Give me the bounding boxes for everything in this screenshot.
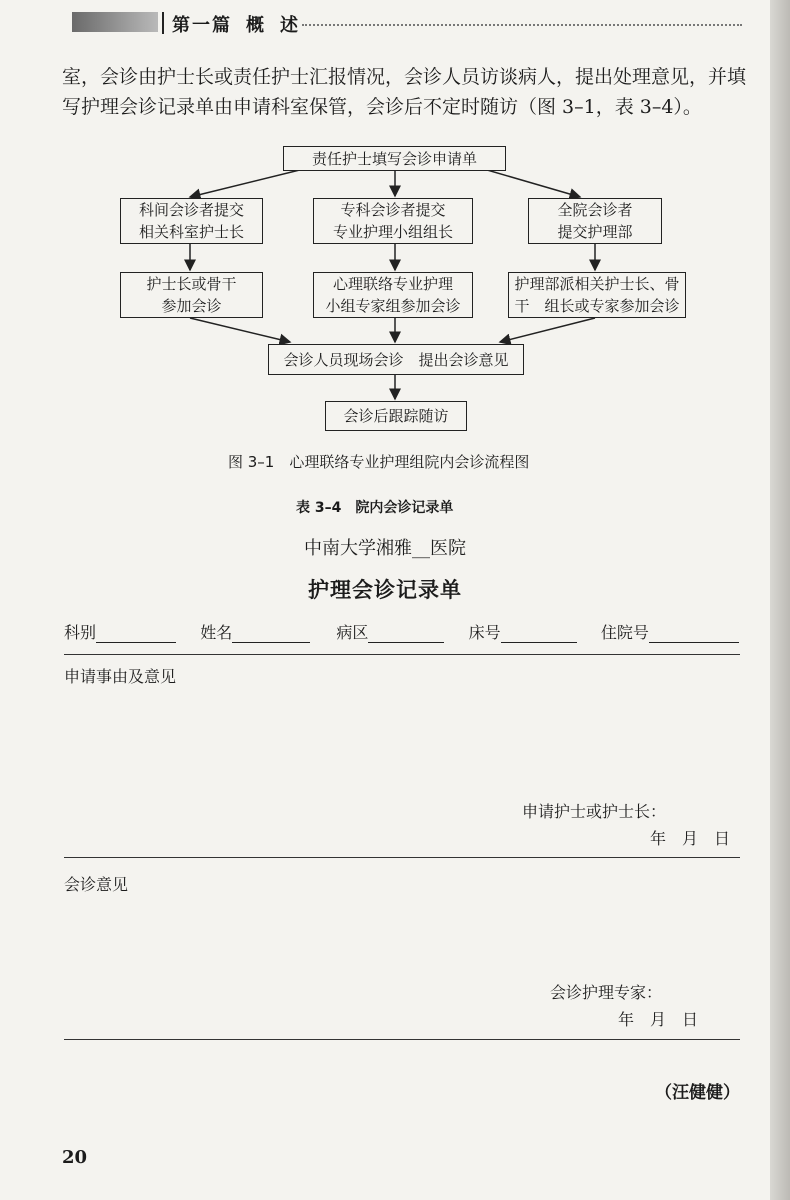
field-ward-blank xyxy=(368,626,444,643)
form-rule-2 xyxy=(64,857,740,858)
flow-box-onsite-consult: 会诊人员现场会诊 提出会诊意见 xyxy=(268,344,524,375)
paragraph-line-1: 室，会诊由护士长或责任护士汇报情况，会诊人员访谈病人，提出处理意见，并填 xyxy=(62,66,747,88)
flow-box-hospital-wide: 全院会诊者 提交护理部 xyxy=(528,198,662,244)
patient-fields-row xyxy=(64,620,744,643)
request-reason-label: 申请事由及意见 xyxy=(64,667,177,686)
hospital-name: 中南大学湘雅__医院 xyxy=(304,538,466,559)
flow-box-follow-up: 会诊后跟踪随访 xyxy=(325,401,467,431)
expert-signature-label: 会诊护理专家： xyxy=(550,983,663,1002)
flow-box-interdept: 科间会诊者提交 相关科室护士长 xyxy=(120,198,263,244)
field-name-blank xyxy=(232,626,310,643)
field-bed-label: 床号 xyxy=(468,623,501,642)
field-bed-blank xyxy=(501,626,577,643)
header-title: 概 xyxy=(246,15,266,36)
page-edge-shadow xyxy=(770,0,790,1200)
request-date: 年 月 日 xyxy=(650,829,731,848)
table-caption: 表 3–4 院内会诊记录单 xyxy=(296,500,454,516)
form-rule-1 xyxy=(64,654,740,655)
field-dept-label: 科别 xyxy=(64,623,97,642)
consult-opinion-label: 会诊意见 xyxy=(64,875,129,894)
header-title-2: 述 xyxy=(280,15,300,36)
form-rule-3 xyxy=(64,1039,740,1040)
flow-box-nursing-dept: 护理部派相关护士长、骨 干 组长或专家参加会诊 xyxy=(508,272,686,318)
field-dept-blank xyxy=(96,626,176,643)
applicant-signature-label: 申请护士或护士长： xyxy=(522,802,667,821)
figure-caption: 图 3–1 心理联络专业护理组院内会诊流程图 xyxy=(228,453,530,471)
flow-box-specialty: 专科会诊者提交 专业护理小组组长 xyxy=(313,198,473,244)
flow-box-expert-group: 心理联络专业护理 小组专家组参加会诊 xyxy=(313,272,473,318)
header-part: 第一篇 xyxy=(172,15,232,36)
field-admission-label: 住院号 xyxy=(600,623,649,642)
paragraph-line-2: 写护理会诊记录单由申请科室保管，会诊后不定时随访（图 3–1，表 3–4）。 xyxy=(62,96,702,118)
field-ward-label: 病区 xyxy=(336,623,369,642)
field-admission-blank xyxy=(649,626,739,643)
consult-date: 年 月 日 xyxy=(618,1010,699,1029)
field-name-label: 姓名 xyxy=(200,623,233,642)
flow-box-start: 责任护士填写会诊申请单 xyxy=(283,146,506,171)
author-credit: （汪健健） xyxy=(655,1083,740,1103)
page-number: 20 xyxy=(62,1147,88,1168)
flow-box-head-nurse: 护士长或骨干 参加会诊 xyxy=(120,272,263,318)
form-title: 护理会诊记录单 xyxy=(308,578,462,602)
